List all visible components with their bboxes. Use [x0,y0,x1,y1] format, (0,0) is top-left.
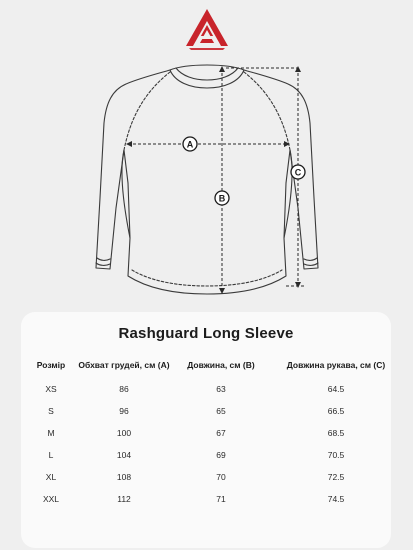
cell-length: 65 [216,406,226,416]
marker-b [215,191,229,205]
cell-chest: 100 [116,428,132,438]
marker-a [183,137,197,151]
table-header-row [27,356,403,374]
cell-sleeve: 70.5 [327,450,345,460]
size-chart-title: Rashguard Long Sleeve [118,325,294,342]
marker-c-label: C [294,167,302,178]
shirt-outline [96,65,318,294]
table-row [27,488,403,510]
table-row [27,378,403,400]
cell-size: M [47,428,55,438]
garment-diagram [0,48,413,310]
brand-logo-icon [185,8,229,50]
header-sleeve: Довжина рукава, см (С) [286,360,386,370]
table-row [27,422,403,444]
cell-chest: 104 [116,450,132,460]
cell-sleeve: 72.5 [327,472,345,482]
table-row [27,466,403,488]
cell-chest: 108 [116,472,132,482]
length-measure-line [219,66,225,294]
cell-size: XS [45,384,57,394]
marker-c [291,165,305,179]
header-size: Розмір [36,360,66,370]
cell-size: XXL [42,494,60,504]
header-length: Довжина, см (В) [187,360,255,370]
cell-sleeve: 68.5 [327,428,345,438]
size-table [27,356,403,510]
cell-size: L [48,450,54,460]
cell-sleeve: 64.5 [327,384,345,394]
cell-length: 70 [216,472,226,482]
size-chart-card [21,312,391,548]
table-row [27,400,403,422]
cell-length: 69 [216,450,226,460]
cell-sleeve: 66.5 [327,406,345,416]
cell-length: 63 [216,384,226,394]
chest-measure-line [126,141,290,147]
marker-b-label: B [218,193,226,204]
cell-chest: 86 [119,384,129,394]
cell-length: 71 [216,494,226,504]
header-chest: Обхват грудей, см (А) [78,360,170,370]
cell-size: XL [45,472,57,482]
table-row [27,444,403,466]
cell-chest: 112 [117,494,131,504]
cell-length: 67 [216,428,226,438]
cell-size: S [48,406,54,416]
marker-a-label: A [186,139,194,150]
cell-chest: 96 [119,406,129,416]
cell-sleeve: 74.5 [327,494,345,504]
